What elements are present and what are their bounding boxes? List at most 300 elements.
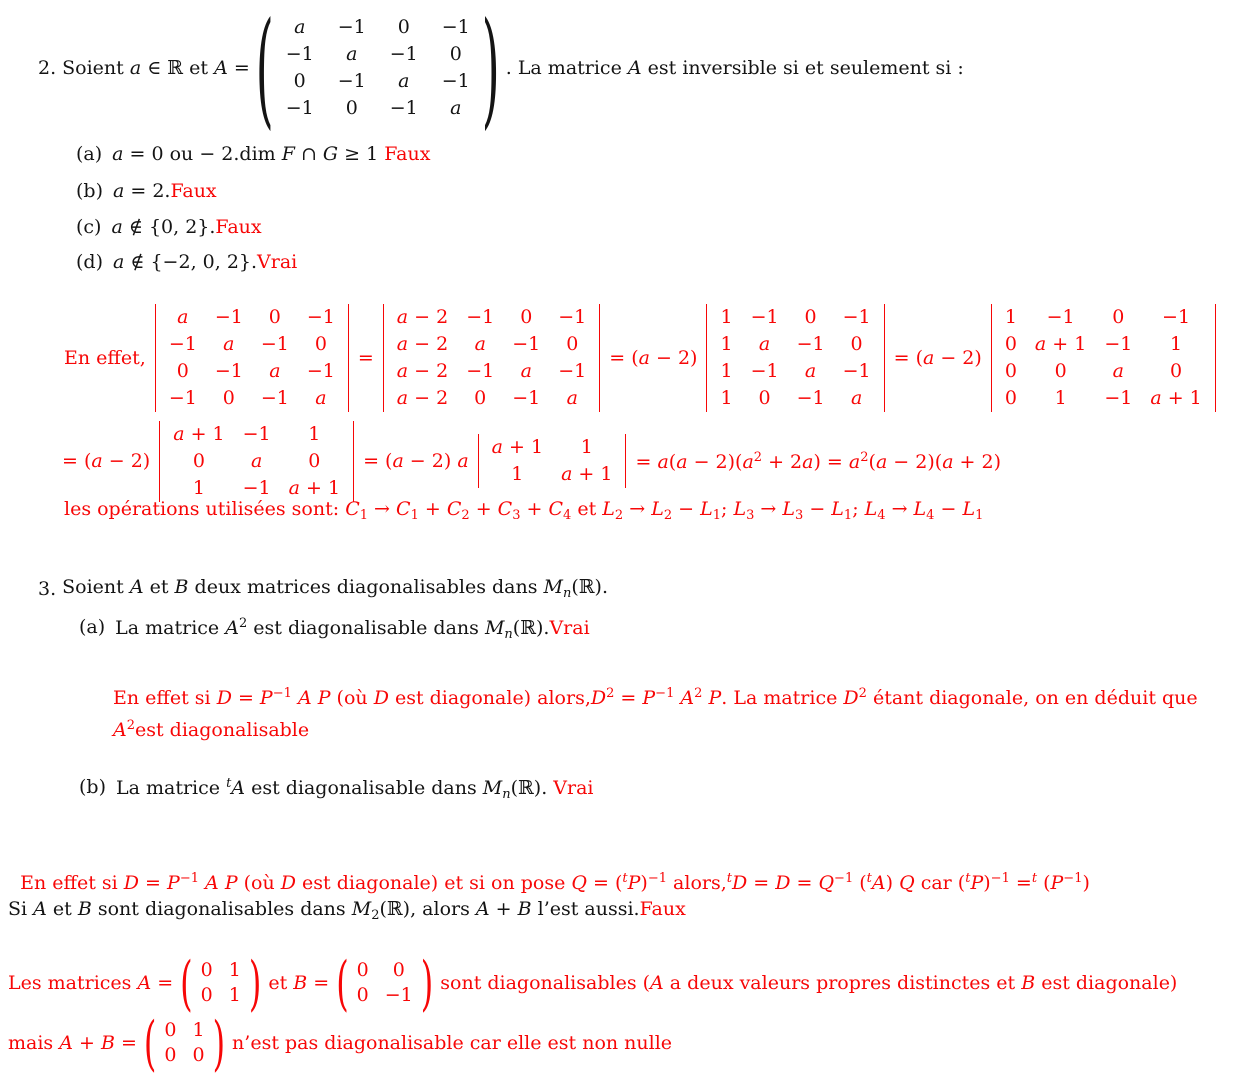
matrix-cell: 1 [511,463,524,485]
matrix-cell: 1 [1170,333,1183,355]
text-segment: 4 [563,508,572,523]
text-segment: les opérations utilisées sont: [64,498,346,520]
text-segment: étant diagonale, on en déduit que [866,687,1198,709]
right-paren-icon: ) [420,947,434,1019]
text-segment: → L [754,498,795,520]
matrix-cell: 0 [804,306,817,328]
text-segment: = (a − 2) [609,347,698,369]
matrix-cell: −1 [441,16,470,38]
option-d-label: (d) [76,251,103,273]
text-segment: −1 [272,686,292,701]
matrix-cell: −1 [750,306,779,328]
matrix-cell: −1 [842,360,871,382]
text-segment: A [650,972,664,994]
option-d-text [113,251,297,273]
text-segment: t [726,871,732,886]
text-segment: → L [885,498,927,520]
operations-text [64,498,983,523]
text-segment: t [226,776,232,791]
text-segment: et [571,498,603,520]
option-b-label: (b) [76,180,103,202]
text-segment: est diagonalisable [135,719,310,741]
matrix-cell: a + 1 [173,422,225,445]
text-segment: + 2a) = a [762,450,861,473]
text-segment: et [143,576,175,598]
explanation-3b [8,838,1090,897]
text-segment: D [373,687,389,709]
text-segment: La matrice [115,617,226,639]
statement-3c-text [8,898,686,923]
explanation-3c-line2 [8,1007,673,1079]
text-segment: t [866,871,872,886]
text-segment: A + B [475,898,532,920]
matrix-cell: a [566,387,578,409]
matrix-cell: a [177,306,189,328]
matrix-cell: a + 1 [288,476,341,499]
text-segment: = [1009,872,1032,894]
text-segment: ) [1082,872,1090,894]
text-segment: ; L [721,498,747,520]
determinant-3 [706,304,884,412]
text-segment: Si [8,898,34,920]
option-d [76,251,297,273]
text-segment: = [357,347,374,369]
text-segment: n [562,586,572,601]
matrix-cell: a [804,360,817,382]
text-segment: mais [8,1032,60,1054]
text-segment: 3 [512,508,521,523]
text-segment: = [307,972,330,994]
matrix-cell: a [294,16,306,38]
text-segment: car ( [914,872,966,894]
text-segment: D = D = Q [732,872,835,894]
matrix-cell: 0 [1112,306,1125,328]
matrix-cell: −1 [306,360,335,382]
statement-3c [8,898,686,923]
matrix-cell: 0 [164,1019,177,1041]
matrix-cells [160,304,344,412]
question-2-line [38,0,964,142]
text-segment: 2 [753,449,763,465]
option-a-text [112,143,430,165]
matrix-cell: 0 [176,360,189,382]
matrix-cell: −1 [389,97,418,119]
text-segment: (où [330,687,374,709]
text-segment: B [174,576,189,598]
text-segment: D [843,687,859,709]
text-segment: = (a − 2) [62,450,151,472]
text-segment: ∉ {0, 2}. [122,216,216,238]
matrix-cell: a + 1 [561,463,613,485]
matrix-cell: −1 [242,422,271,445]
matrix-cell: −1 [466,360,495,382]
matrix-B-small [336,947,434,1019]
text-segment: Vrai [549,617,590,639]
text-segment: −1 [990,871,1010,886]
text-segment: La matrice [116,777,227,799]
matrix-cell: 0 [345,97,358,119]
matrix-cell: a [474,333,486,355]
text-segment: → C [368,498,411,520]
matrix-cell: a + 1 [1034,333,1087,355]
matrix-cell: 1 [720,387,733,409]
text-segment: 4 [877,508,886,523]
matrix-cell: 0 [449,43,462,65]
matrix-cell: −1 [168,387,197,409]
factor-2 [894,347,982,369]
matrix-cells [274,14,482,122]
text-segment: a [111,216,123,238]
text-segment: B [77,898,92,920]
text-segment: a [113,180,125,202]
text-segment: + C [469,498,513,520]
text-segment: 2 [238,616,248,631]
matrix-cell: −1 [842,306,871,328]
matrix-cell: 0 [397,16,410,38]
option-b [76,180,217,202]
question-3-number: 3. [38,577,57,600]
matrix-cell: 0 [200,959,213,981]
text-segment: = (a − 2) [893,347,982,369]
matrix-cells [483,434,622,488]
matrix-cell: a [346,43,358,65]
text-segment: En effet, [64,347,146,369]
text-segment: = a(a − 2)(a [635,450,754,473]
text-segment: sont diagonalisables dans [91,898,352,920]
text-segment: ; L [852,498,878,520]
text-segment: ( [853,872,867,894]
text-segment: D = P [123,872,180,894]
text-segment: deux matrices diagonalisables dans [188,576,544,598]
matrix-cell: 1 [192,476,205,499]
matrix-cell: −1 [242,476,271,499]
text-segment: Soient [62,57,130,79]
matrix-cell: −1 [558,306,587,328]
matrix-cell: a − 2 [396,360,449,382]
text-segment: a deux valeurs propres distinctes et [663,972,1022,994]
text-segment: et [46,898,78,920]
text-segment: 2 [371,908,380,923]
text-segment: 4 [926,508,935,523]
matrix-cells [349,958,421,1008]
matrix-cell: −1 [796,387,825,409]
text-segment: est diagonale) et si on pose [296,872,572,894]
matrix-cell: 1 [720,360,733,382]
factor-1 [609,347,697,369]
matrix-A-plus-B [143,1007,226,1079]
matrix-cells [711,304,879,412]
matrix-cell: 1 [192,1019,205,1041]
matrix-cells [193,958,249,1008]
text-segment: (ℝ). [571,576,609,598]
proof-line-1 [64,299,1216,417]
matrix-cell: a + 1 [491,436,544,458]
text-segment: = [151,972,174,994]
matrix-cell: 1 [1054,387,1067,409]
text-segment: l’est aussi. [531,898,640,920]
text-segment: En effet si [113,687,217,709]
text-segment: est diagonalisable dans [245,777,483,799]
text-segment: Soient [62,576,130,598]
text-segment: ∈ ℝ et [141,57,215,79]
explanation-3c2-pre [8,1032,137,1054]
matrix-cell: 0 [850,333,863,355]
left-paren-icon: ( [180,947,193,1019]
equals-1 [358,347,374,369]
text-segment: . La matrice [505,57,628,79]
matrix-cell: 0 [293,70,306,92]
option-3b-label: (b) [79,776,106,798]
matrix-cell: a − 2 [396,306,449,328]
matrix-cell: a [315,387,327,409]
explanation-3c-pre [8,972,173,994]
text-segment: . La matrice [721,687,844,709]
text-segment: L [602,498,615,520]
option-3a-text [115,616,590,642]
text-segment: −1 [655,686,675,701]
matrix-cell: 0 [192,1044,205,1066]
text-segment: 3 [746,508,755,523]
text-segment: 1 [410,508,419,523]
question-3-line [38,576,608,601]
determinant-5 [159,421,354,502]
matrix-cell: −1 [1046,306,1075,328]
determinant-1 [155,304,349,412]
left-paren-icon: ( [255,0,274,142]
text-segment: 2 [694,686,703,701]
matrix-cell: −1 [1104,333,1133,355]
text-segment: D = P [216,687,273,709]
matrix-cell: −1 [260,333,289,355]
text-segment: − L [803,498,844,520]
text-segment: n [502,787,511,802]
matrix-cell: −1 [260,387,289,409]
text-segment: 2 [858,686,867,701]
option-3a-label: (a) [79,616,106,638]
text-segment: (ℝ). [512,617,550,639]
text-segment: P) [970,872,991,894]
matrix-cell: 0 [222,387,235,409]
option-b-text [113,180,217,202]
matrix-cells [388,304,595,412]
matrix-cell: 0 [1004,360,1017,382]
text-segment: D [590,687,607,709]
factor-4 [363,450,469,472]
text-segment: A [680,687,695,709]
explanation-3a [113,680,1239,744]
matrix-A-small [180,947,262,1019]
proof-result [635,450,1001,473]
text-segment: A [231,777,246,799]
text-segment: (P [1037,872,1064,894]
text-segment: (a − 2)(a + 2) [868,450,1002,473]
text-segment: 2 [606,686,615,701]
matrix-cell: −1 [337,70,366,92]
matrix-cell: −1 [285,43,314,65]
matrix-cells [996,304,1211,412]
matrix-cell: a [758,333,771,355]
option-3a [79,616,590,642]
text-segment: n [504,627,513,642]
matrix-cell: 1 [580,436,593,458]
right-paren-icon: ) [212,1007,226,1079]
matrix-cell: a [250,449,263,472]
text-segment: C [345,498,360,520]
matrix-cell: a [450,97,462,119]
text-segment: t [965,871,971,886]
text-segment: = 0 ou − 2.dim [123,143,282,165]
matrix-cell: −1 [389,43,418,65]
matrix-cell: −1 [1162,306,1191,328]
text-segment: A [33,898,47,920]
text-segment: 2 [860,449,869,465]
text-segment: P) [627,872,648,894]
operations-note [64,498,983,523]
matrix-cell: a − 2 [396,387,449,409]
matrix-cell: 0 [758,387,771,409]
matrix-cell: −1 [285,97,314,119]
text-segment: M [484,617,505,639]
text-segment: sont diagonalisables ( [440,972,651,994]
matrix-cell: 0 [356,984,369,1006]
text-segment: est diagonale) alors, [388,687,591,709]
matrix-cell: −1 [337,16,366,38]
matrix-cell: 1 [308,422,321,445]
text-segment: = P [614,687,656,709]
text-segment: t [622,871,628,886]
text-segment: A [225,617,239,639]
text-segment: A [113,719,127,741]
matrix-cell: −1 [441,70,470,92]
matrix-cell: 1 [720,306,733,328]
matrix-cell: 0 [1004,333,1017,355]
text-segment: 2 [614,508,624,523]
matrix-cell: 1 [228,959,241,981]
matrix-cell: 0 [1004,387,1017,409]
text-segment: 2 [663,508,673,523]
matrix-cell: −1 [796,333,825,355]
text-segment: A P [297,687,331,709]
matrix-cell: 0 [1054,360,1067,382]
text-segment: M [482,777,503,799]
determinant-4 [991,304,1216,412]
question-2-outro-text [506,57,964,79]
text-segment: a [113,251,125,273]
text-segment: a [112,143,124,165]
explanation-3c-line1 [8,948,1177,1018]
text-segment: 2 [461,508,470,523]
option-3b-text [116,776,594,802]
text-segment: A) Q [871,872,915,894]
matrix-cell: 0 [268,306,281,328]
text-segment: ≥ 1 [338,143,385,165]
matrix-cell: −1 [306,306,335,328]
text-segment: Les matrices [8,972,138,994]
matrix-cell: 0 [474,387,487,409]
matrix-cell: a [223,333,235,355]
text-segment: F ∩ G [281,143,339,165]
matrix-cell: 0 [164,1044,177,1066]
text-segment: A [129,576,144,598]
explanation-3a-text [113,687,1198,741]
text-segment: 1 [975,508,984,523]
option-3b [79,776,594,802]
text-segment: A P [205,872,238,894]
text-segment: Faux [639,898,686,920]
explanation-3c-tail [440,972,1177,994]
text-segment: (ℝ), alors [379,898,476,920]
matrix-cell: −1 [466,306,495,328]
question-3-intro-text [62,576,608,601]
text-segment: B [1021,972,1036,994]
text-segment: Faux [170,180,217,202]
matrix-cell: 0 [308,449,321,472]
text-segment: M [351,898,372,920]
matrix-cell: −1 [558,360,587,382]
factor-3 [62,450,150,472]
text-segment: Faux [215,216,262,238]
proof-prefix [64,347,146,369]
text-segment: (ℝ). [510,777,554,799]
matrix-cell: a [398,70,410,92]
matrix-cell: 0 [200,984,213,1006]
text-segment: + C [418,498,462,520]
left-paren-icon: ( [143,1007,157,1079]
right-paren-icon: ) [481,0,500,142]
text-segment: (où [237,872,281,894]
text-segment: est inversible si et seulement si : [641,57,964,79]
text-segment: D [280,872,297,894]
text-segment: a [129,57,142,79]
matrix-cell: a [850,387,863,409]
text-segment: A [627,57,642,79]
text-segment: M [543,576,563,598]
matrix-cell: −1 [512,387,541,409]
text-segment: 1 [843,508,853,523]
text-segment: − L [672,498,713,520]
matrix-cell: 0 [566,333,579,355]
option-c-label: (c) [76,216,102,238]
matrix-cell: −1 [1104,387,1133,409]
text-segment: A [214,57,228,79]
proof-line-2 [62,419,1001,503]
matrix-cell: 1 [1004,306,1017,328]
text-segment: 1 [712,508,722,523]
matrix-cell: −1 [214,306,243,328]
matrix-cell: 1 [720,333,733,355]
explanation-3c2-tail [232,1032,672,1054]
text-segment: est diagonale) [1035,972,1178,994]
text-segment: P [708,687,722,709]
explanation-3c-mid [268,972,329,994]
matrix-cell: −1 [168,333,197,355]
text-segment: Vrai [553,777,594,799]
text-segment: Faux [384,143,431,165]
text-segment: 3 [795,508,804,523]
text-segment: = [227,57,250,79]
text-segment: = 2. [124,180,171,202]
text-segment: −1 [179,871,199,886]
matrix-cell: 0 [356,959,369,981]
text-segment: En effet si [20,872,124,894]
text-segment: et [268,972,294,994]
text-segment: −1 [1063,871,1083,886]
text-segment: = (a − 2) a [363,450,469,472]
text-segment: A + B [59,1032,115,1054]
question-2-number: 2. [38,57,57,79]
matrix-cells [164,421,349,502]
text-segment: 2 [126,718,136,733]
